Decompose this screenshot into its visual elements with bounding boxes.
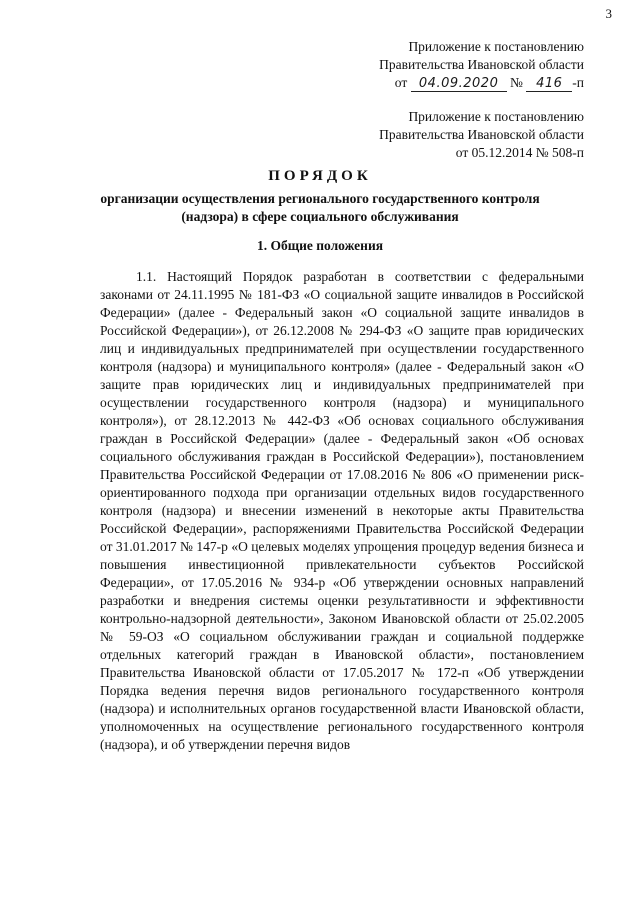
paragraph-1-1: 1.1. Настоящий Порядок разработан в соответствии с федеральными законами от 24.11.1995 № 181-ФЗ «О социальной защите инвалидов в Российской Федерации» (далее - Федеральный закон «О социальной защите инвалидов в Российской Федерации»), от 26.12.2008 № 294-ФЗ «О защите прав юридических лиц и индивидуальных предпринимателей при осуществлении государственного контроля (надзора) и муниципального контроля» (далее - Федеральный закон «О защите прав юридических лиц и индивидуальных предпринимателей при осуществлении государственного контроля (надзора) и муниципального контроля»), от 28.12.2013 № 442-ФЗ «Об основах социального обслуживания граждан в Российской Федерации» (далее - Федеральный закон «Об основах социального обслуживания граждан в Российской Федерации»), постановлением Правительства Российской Федерации от 17.08.2016 № 806 «О применении риск-ориентированного подхода при организации отдельных видов государственного контроля (надзора) и внесении изменений в некоторые акты Правительства Российской Федерации», распоряжениями Правительства Российской Федерации от 31.01.2017 № 147-р «О целевых моделях упрощения процедур ведения бизнеса и повышения инвестиционной привлекательности субъектов Российской Федерации», от 17.05.2016 № 934-р «Об утверждении основных направлений разработки и внедрения системы оценки результативности и эффективности контрольно-надзорной деятельности», Законом Ивановской области от 25.02.2005 № 59-ОЗ «О социальном обслуживании граждан и социальной поддержке отдельных категорий граждан в Ивановской области», постановлением Правительства Ивановской области от 17.05.2017 № 172-п «Об утверждении Порядка ведения перечня видов регионального государственного контроля (надзора) и исполнительных органов государственной власти Ивановской области, уполномоченных на осуществление регионального государственного контроля (надзора), и об утверждении перечня видов: [100, 269, 584, 752]
document-title: ПОРЯДОК: [268, 168, 372, 184]
page-number: 3: [605, 6, 612, 21]
handwritten-date: 04.09.2020: [411, 77, 507, 92]
appendix-current-line2: Правительства Ивановской области: [379, 57, 584, 72]
number-sign: №: [510, 75, 523, 90]
handwritten-number: 416: [526, 77, 572, 92]
document-subtitle: организации осуществления регионального государственного контроля (надзора) в сфере социального обслуживания: [100, 191, 540, 224]
appendix-from-label: от: [394, 75, 408, 90]
appendix-current-block: [379, 38, 584, 92]
appendix-current-line3: [379, 74, 584, 92]
appendix-original-block: [379, 108, 584, 162]
number-suffix: -п: [572, 75, 584, 90]
appendix-original-line3: от 05.12.2014 № 508-п: [455, 145, 584, 160]
appendix-original-line2: Правительства Ивановской области: [379, 127, 584, 142]
appendix-original-line1: Приложение к постановлению: [408, 109, 584, 124]
appendix-current-line1: Приложение к постановлению: [408, 39, 584, 54]
section-heading: 1. Общие положения: [256, 238, 384, 253]
